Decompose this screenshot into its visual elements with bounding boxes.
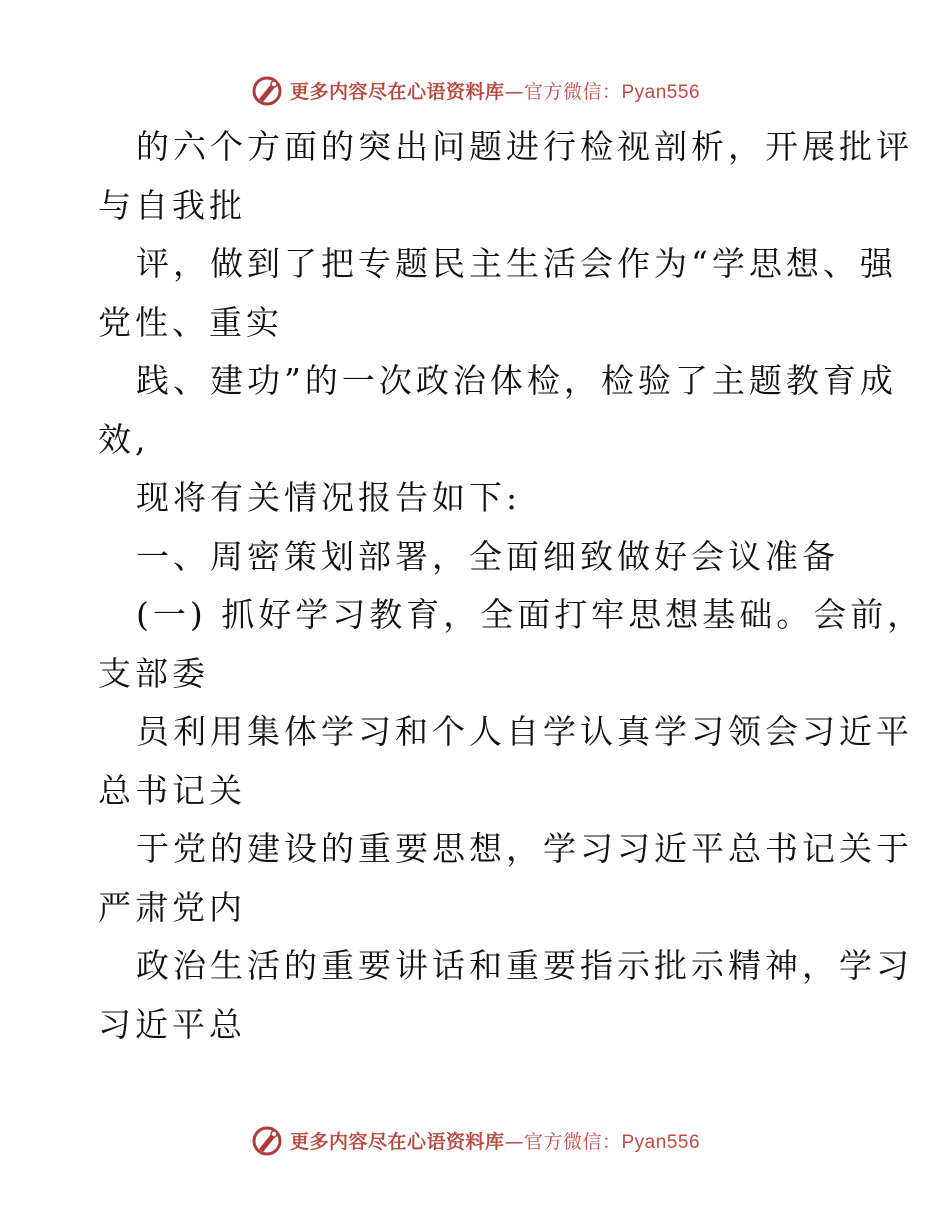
- wechat-id: Pyan556: [621, 81, 701, 103]
- text-line: 支部委: [98, 653, 209, 693]
- brand-text: 更多内容尽在心语资料库: [289, 1130, 505, 1153]
- text-line: 严肃党内: [98, 887, 246, 927]
- text-line: 的六个方面的突出问题进行检视剖析，开展批评: [136, 127, 913, 166]
- banner-dash: —: [504, 1130, 524, 1153]
- text-line: 践、建功”的一次政治体检，检验了主题教育成: [136, 361, 897, 400]
- wechat-label: 官方微信：: [523, 80, 622, 103]
- text-line: 现将有关情况报告如下:: [136, 478, 522, 517]
- banner-text: [290, 1127, 700, 1154]
- wechat-id: Pyan556: [621, 1131, 701, 1153]
- text-line: 总书记关: [98, 770, 246, 810]
- text-line: 政治生活的重要讲话和重要指示批示精神，学习: [136, 946, 913, 985]
- brand-text: 更多内容尽在心语资料库: [289, 80, 505, 103]
- document-body: [98, 118, 925, 1054]
- text-line: 评，做到了把专题民主生活会作为“学思想、强: [136, 244, 897, 283]
- text-line: 习近平总: [98, 1004, 246, 1044]
- pen-logo-icon: [250, 1123, 284, 1157]
- text-line: 于党的建设的重要思想，学习习近平总书记关于: [136, 829, 913, 868]
- banner-text: [290, 77, 700, 104]
- text-line: 员利用集体学习和个人自学认真学习领会习近平: [136, 712, 913, 751]
- text-line: 一、周密策划部署，全面细致做好会议准备: [136, 536, 839, 576]
- text-line: 与自我批: [98, 185, 246, 225]
- footer-banner: [0, 1120, 950, 1160]
- pen-logo-icon: [250, 73, 284, 107]
- text-line: 效,: [98, 419, 150, 459]
- wechat-label: 官方微信：: [523, 1130, 622, 1153]
- header-banner: [0, 70, 950, 110]
- text-line: (一) 抓好学习教育，全面打牢思想基础。会前，: [136, 595, 925, 634]
- banner-dash: —: [504, 80, 524, 103]
- text-line: 党性、重实: [98, 302, 283, 342]
